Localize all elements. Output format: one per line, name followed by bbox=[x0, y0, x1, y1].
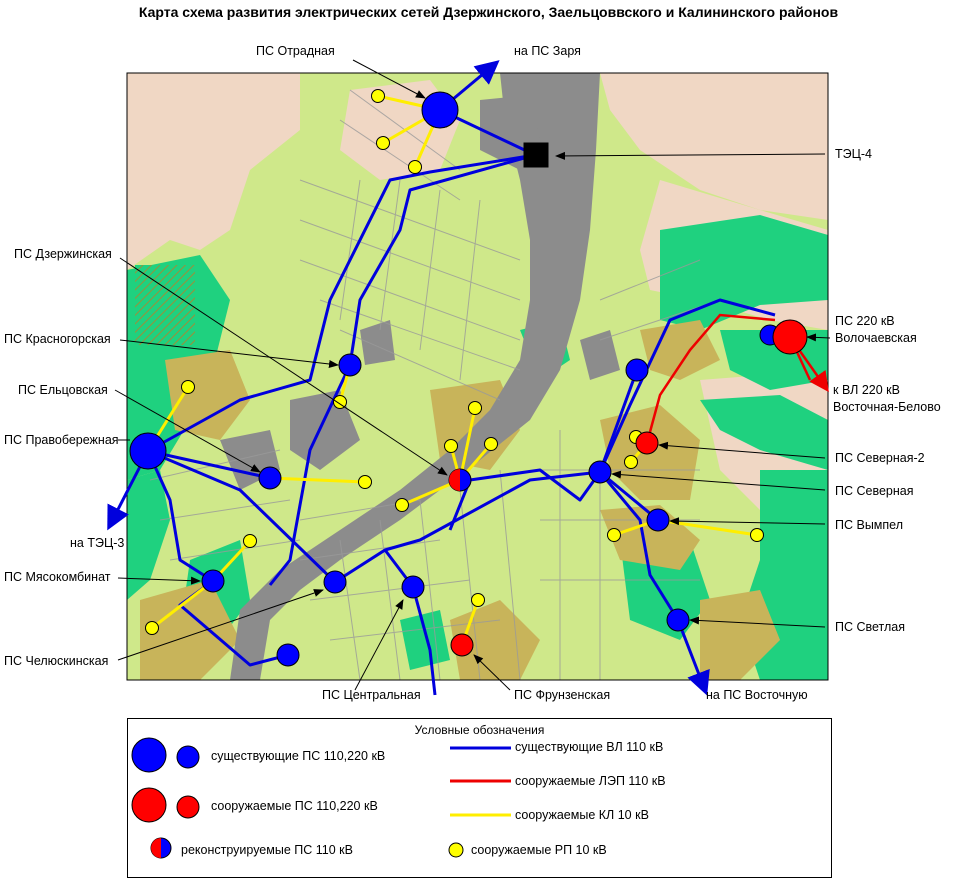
legend-existing-ps: существующие ПС 110,220 кВ bbox=[211, 749, 386, 763]
tec4-marker bbox=[524, 143, 548, 167]
map-title: Карта схема развития электрических сетей Дзержинского, Заельцоввского и Калининского районов bbox=[138, 4, 839, 20]
ps-dzerzhinskaya-reconstructed bbox=[449, 469, 471, 491]
ps-volochaevskaya-220 bbox=[773, 320, 807, 354]
legend-reconstructed-ps: реконструируемые ПС 110 кВ bbox=[181, 843, 353, 857]
label-pravoberezhnaya: ПС Правобережная bbox=[4, 433, 119, 447]
rp-point bbox=[182, 381, 195, 394]
label-dzerzhinskaya: ПС Дзержинская bbox=[14, 247, 112, 261]
rp-point bbox=[409, 161, 422, 174]
ps-unnamed bbox=[626, 359, 648, 381]
ps-severnaya bbox=[589, 461, 611, 483]
legend-planned-ps: сооружаемые ПС 110,220 кВ bbox=[211, 799, 378, 813]
ps-svetlaya bbox=[667, 609, 689, 631]
label-frunzenskaya: ПС Фрунзенская bbox=[514, 688, 611, 702]
label-otradnaya: ПС Отрадная bbox=[256, 44, 335, 58]
rp-point bbox=[244, 535, 257, 548]
label-myasokombinat: ПС Мясокомбинат bbox=[4, 570, 111, 584]
ps-pravoberezhnaya bbox=[130, 433, 166, 469]
ps-eltsovskaya bbox=[259, 467, 281, 489]
label-vl220-1: к ВЛ 220 кВ bbox=[833, 383, 900, 397]
label-vympel: ПС Вымпел bbox=[835, 518, 903, 532]
rp-point bbox=[146, 622, 159, 635]
legend-big-red-circle bbox=[132, 788, 166, 822]
ps-centralnaya-b bbox=[402, 576, 424, 598]
rp-point bbox=[445, 440, 458, 453]
label-volochaevskaya-2: Волочаевская bbox=[835, 331, 917, 345]
label-volochaevskaya-1: ПС 220 кВ bbox=[835, 314, 895, 328]
ps-severnaya2 bbox=[636, 432, 658, 454]
label-vostochnaya: на ПС Восточную bbox=[706, 688, 808, 702]
legend-yellow-dot bbox=[449, 843, 463, 857]
label-krasnogorskaya: ПС Красногорская bbox=[4, 332, 111, 346]
ps-krasnogorskaya bbox=[339, 354, 361, 376]
ps-frunzenskaya bbox=[451, 634, 473, 656]
label-vl220-2: Восточная-Белово bbox=[833, 400, 941, 414]
rp-point bbox=[372, 90, 385, 103]
ps-otradnaya bbox=[422, 92, 458, 128]
label-severnaya: ПС Северная bbox=[835, 484, 914, 498]
label-chelyuskinskaya: ПС Челюскинская bbox=[4, 654, 109, 668]
legend-reconstructed-circle bbox=[151, 838, 171, 858]
legend-planned-lep: сооружаемые ЛЭП 110 кВ bbox=[515, 774, 666, 788]
label-severnaya2: ПС Северная-2 bbox=[835, 451, 925, 465]
rp-point bbox=[469, 402, 482, 415]
rp-point bbox=[751, 529, 764, 542]
rp-point bbox=[377, 137, 390, 150]
legend-planned-kl: сооружаемые КЛ 10 кВ bbox=[515, 808, 649, 822]
label-centralnaya: ПС Центральная bbox=[322, 688, 421, 702]
rp-point bbox=[472, 594, 485, 607]
ps-vympel bbox=[647, 509, 669, 531]
legend-planned-rp: сооружаемые РП 10 кВ bbox=[471, 843, 607, 857]
legend-small-blue-circle bbox=[177, 746, 199, 768]
rp-point bbox=[485, 438, 498, 451]
label-svetlaya: ПС Светлая bbox=[835, 620, 906, 634]
ps-centralnaya-a bbox=[324, 571, 346, 593]
ps-myasokombinat bbox=[202, 570, 224, 592]
label-tec3: на ТЭЦ-3 bbox=[70, 536, 125, 550]
rp-point bbox=[608, 529, 621, 542]
legend-big-blue-circle bbox=[132, 738, 166, 772]
label-tec4: ТЭЦ-4 bbox=[835, 147, 872, 161]
rp-point bbox=[625, 456, 638, 469]
legend bbox=[127, 718, 832, 878]
legend-small-red-circle bbox=[177, 796, 199, 818]
legend-existing-vl: существующие ВЛ 110 кВ bbox=[515, 740, 664, 754]
label-zarya: на ПС Заря bbox=[514, 44, 581, 58]
rp-point bbox=[396, 499, 409, 512]
label-eltsovskaya: ПС Ельцовская bbox=[18, 383, 108, 397]
ps-chelyuskinskaya bbox=[277, 644, 299, 666]
rp-point bbox=[359, 476, 372, 489]
legend-title: Условные обозначения bbox=[414, 723, 545, 737]
